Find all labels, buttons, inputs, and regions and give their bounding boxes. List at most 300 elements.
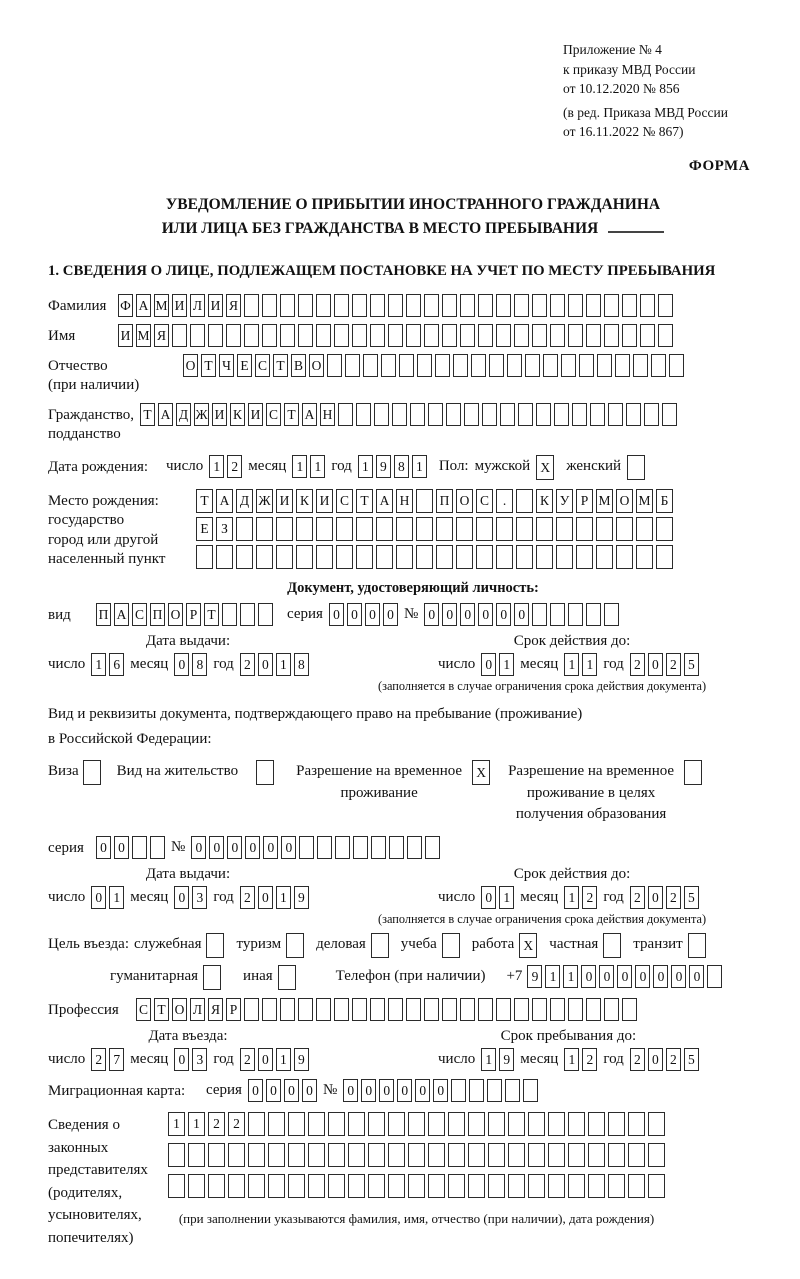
- empty-cell[interactable]: [469, 1079, 484, 1102]
- filled-cell[interactable]: 0: [258, 1048, 273, 1071]
- empty-cell[interactable]: [298, 998, 313, 1021]
- empty-cell[interactable]: [536, 403, 551, 426]
- empty-cell[interactable]: [288, 1174, 305, 1198]
- filled-cell[interactable]: И: [248, 403, 263, 426]
- filled-cell[interactable]: Я: [154, 324, 169, 347]
- empty-cell[interactable]: [236, 517, 253, 541]
- empty-cell[interactable]: [188, 1143, 205, 1167]
- empty-cell[interactable]: [258, 603, 273, 626]
- filled-cell[interactable]: О: [168, 603, 183, 626]
- filled-cell[interactable]: Я: [226, 294, 241, 317]
- filled-cell[interactable]: И: [212, 403, 227, 426]
- filled-cell[interactable]: 2: [240, 886, 255, 909]
- empty-cell[interactable]: [684, 760, 702, 785]
- empty-cell[interactable]: [550, 603, 565, 626]
- filled-cell[interactable]: X: [472, 760, 490, 785]
- empty-cell[interactable]: [408, 1174, 425, 1198]
- residence-number-input[interactable]: [191, 836, 440, 859]
- purpose-study-checkbox[interactable]: [442, 933, 460, 958]
- empty-cell[interactable]: [371, 933, 389, 958]
- empty-cell[interactable]: [408, 1143, 425, 1167]
- empty-cell[interactable]: [428, 1143, 445, 1167]
- empty-cell[interactable]: [278, 965, 296, 990]
- doc-kind-input[interactable]: [96, 603, 273, 626]
- empty-cell[interactable]: [424, 324, 439, 347]
- empty-cell[interactable]: [604, 998, 619, 1021]
- empty-cell[interactable]: [548, 1143, 565, 1167]
- empty-cell[interactable]: [334, 294, 349, 317]
- filled-cell[interactable]: .: [496, 489, 513, 513]
- empty-cell[interactable]: [268, 1174, 285, 1198]
- entry-day-input[interactable]: [91, 1048, 124, 1071]
- empty-cell[interactable]: [532, 324, 547, 347]
- empty-cell[interactable]: [188, 1174, 205, 1198]
- empty-cell[interactable]: [487, 1079, 502, 1102]
- empty-cell[interactable]: [298, 324, 313, 347]
- empty-cell[interactable]: [371, 836, 386, 859]
- empty-cell[interactable]: [516, 489, 533, 513]
- empty-cell[interactable]: [442, 324, 457, 347]
- filled-cell[interactable]: К: [296, 489, 313, 513]
- empty-cell[interactable]: [608, 1143, 625, 1167]
- empty-cell[interactable]: [381, 354, 396, 377]
- empty-cell[interactable]: [276, 545, 293, 569]
- filled-cell[interactable]: 2: [91, 1048, 106, 1071]
- representatives-line2-input[interactable]: [168, 1143, 665, 1167]
- empty-cell[interactable]: [658, 324, 673, 347]
- filled-cell[interactable]: 1: [564, 886, 579, 909]
- residence-valid-year-input[interactable]: [630, 886, 699, 909]
- filled-cell[interactable]: 8: [192, 653, 207, 676]
- filled-cell[interactable]: 0: [365, 603, 380, 626]
- empty-cell[interactable]: [508, 1112, 525, 1136]
- empty-cell[interactable]: [616, 517, 633, 541]
- empty-cell[interactable]: [478, 998, 493, 1021]
- empty-cell[interactable]: [596, 517, 613, 541]
- empty-cell[interactable]: [528, 1174, 545, 1198]
- filled-cell[interactable]: 8: [394, 455, 409, 478]
- empty-cell[interactable]: [536, 517, 553, 541]
- visa-checkbox[interactable]: [83, 760, 101, 785]
- empty-cell[interactable]: [356, 517, 373, 541]
- filled-cell[interactable]: 1: [563, 965, 578, 988]
- empty-cell[interactable]: [448, 1112, 465, 1136]
- filled-cell[interactable]: 0: [514, 603, 529, 626]
- empty-cell[interactable]: [572, 403, 587, 426]
- empty-cell[interactable]: [662, 403, 677, 426]
- sex-male-checkbox[interactable]: [536, 455, 554, 480]
- filled-cell[interactable]: 2: [666, 1048, 681, 1071]
- empty-cell[interactable]: [236, 545, 253, 569]
- identity-issue-day-input[interactable]: [91, 653, 124, 676]
- empty-cell[interactable]: [172, 324, 187, 347]
- filled-cell[interactable]: Е: [237, 354, 252, 377]
- empty-cell[interactable]: [280, 294, 295, 317]
- filled-cell[interactable]: С: [476, 489, 493, 513]
- filled-cell[interactable]: X: [519, 933, 537, 958]
- filled-cell[interactable]: Н: [320, 403, 335, 426]
- temp-residence-checkbox[interactable]: [472, 760, 490, 785]
- empty-cell[interactable]: [208, 1143, 225, 1167]
- filled-cell[interactable]: 0: [263, 836, 278, 859]
- empty-cell[interactable]: [576, 517, 593, 541]
- empty-cell[interactable]: [456, 517, 473, 541]
- birth-day-input[interactable]: [209, 455, 242, 478]
- empty-cell[interactable]: [328, 1174, 345, 1198]
- empty-cell[interactable]: [388, 294, 403, 317]
- birth-year-input[interactable]: [358, 455, 427, 478]
- empty-cell[interactable]: [596, 545, 613, 569]
- migration-series-input[interactable]: [248, 1079, 317, 1102]
- empty-cell[interactable]: [568, 1143, 585, 1167]
- filled-cell[interactable]: 0: [284, 1079, 299, 1102]
- empty-cell[interactable]: [688, 933, 706, 958]
- empty-cell[interactable]: [399, 354, 414, 377]
- empty-cell[interactable]: [532, 603, 547, 626]
- empty-cell[interactable]: [496, 294, 511, 317]
- filled-cell[interactable]: 0: [174, 653, 189, 676]
- filled-cell[interactable]: Ф: [118, 294, 133, 317]
- residence-valid-day-input[interactable]: [481, 886, 514, 909]
- empty-cell[interactable]: [196, 545, 213, 569]
- empty-cell[interactable]: [478, 294, 493, 317]
- empty-cell[interactable]: [244, 324, 259, 347]
- empty-cell[interactable]: [556, 545, 573, 569]
- filled-cell[interactable]: 0: [415, 1079, 430, 1102]
- empty-cell[interactable]: [328, 1112, 345, 1136]
- filled-cell[interactable]: 1: [564, 653, 579, 676]
- filled-cell[interactable]: 0: [114, 836, 129, 859]
- empty-cell[interactable]: [496, 545, 513, 569]
- empty-cell[interactable]: [561, 354, 576, 377]
- filled-cell[interactable]: Р: [186, 603, 201, 626]
- empty-cell[interactable]: [608, 403, 623, 426]
- filled-cell[interactable]: 0: [209, 836, 224, 859]
- filled-cell[interactable]: 2: [227, 455, 242, 478]
- filled-cell[interactable]: 0: [258, 653, 273, 676]
- phone-input[interactable]: [527, 965, 722, 988]
- empty-cell[interactable]: [435, 354, 450, 377]
- empty-cell[interactable]: [388, 1112, 405, 1136]
- empty-cell[interactable]: [348, 1112, 365, 1136]
- filled-cell[interactable]: Л: [190, 294, 205, 317]
- filled-cell[interactable]: 0: [653, 965, 668, 988]
- empty-cell[interactable]: [368, 1112, 385, 1136]
- empty-cell[interactable]: [518, 403, 533, 426]
- empty-cell[interactable]: [622, 294, 637, 317]
- empty-cell[interactable]: [316, 294, 331, 317]
- empty-cell[interactable]: [240, 603, 255, 626]
- empty-cell[interactable]: [286, 933, 304, 958]
- empty-cell[interactable]: [550, 998, 565, 1021]
- filled-cell[interactable]: 0: [648, 886, 663, 909]
- empty-cell[interactable]: [568, 324, 583, 347]
- residence-issue-year-input[interactable]: [240, 886, 309, 909]
- empty-cell[interactable]: [327, 354, 342, 377]
- empty-cell[interactable]: [651, 354, 666, 377]
- empty-cell[interactable]: [616, 545, 633, 569]
- identity-issue-year-input[interactable]: [240, 653, 309, 676]
- filled-cell[interactable]: 3: [192, 886, 207, 909]
- empty-cell[interactable]: [556, 517, 573, 541]
- filled-cell[interactable]: 0: [689, 965, 704, 988]
- migration-number-input[interactable]: [343, 1079, 538, 1102]
- filled-cell[interactable]: 9: [294, 886, 309, 909]
- filled-cell[interactable]: 0: [91, 886, 106, 909]
- surname-input[interactable]: [118, 294, 673, 317]
- empty-cell[interactable]: [548, 1112, 565, 1136]
- empty-cell[interactable]: [228, 1174, 245, 1198]
- filled-cell[interactable]: З: [216, 517, 233, 541]
- empty-cell[interactable]: [505, 1079, 520, 1102]
- birth-place-line1-input[interactable]: [196, 489, 673, 513]
- empty-cell[interactable]: [456, 545, 473, 569]
- filled-cell[interactable]: 9: [294, 1048, 309, 1071]
- name-input[interactable]: [118, 324, 673, 347]
- filled-cell[interactable]: Р: [226, 998, 241, 1021]
- filled-cell[interactable]: А: [158, 403, 173, 426]
- empty-cell[interactable]: [436, 517, 453, 541]
- empty-cell[interactable]: [658, 294, 673, 317]
- purpose-private-checkbox[interactable]: [603, 933, 621, 958]
- empty-cell[interactable]: [248, 1143, 265, 1167]
- purpose-tourism-checkbox[interactable]: [286, 933, 304, 958]
- empty-cell[interactable]: [296, 517, 313, 541]
- entry-month-input[interactable]: [174, 1048, 207, 1071]
- empty-cell[interactable]: [410, 403, 425, 426]
- filled-cell[interactable]: 1: [276, 653, 291, 676]
- empty-cell[interactable]: [476, 545, 493, 569]
- empty-cell[interactable]: [396, 545, 413, 569]
- empty-cell[interactable]: [168, 1143, 185, 1167]
- empty-cell[interactable]: [352, 294, 367, 317]
- stay-year-input[interactable]: [630, 1048, 699, 1071]
- empty-cell[interactable]: [352, 324, 367, 347]
- empty-cell[interactable]: [636, 545, 653, 569]
- empty-cell[interactable]: [648, 1174, 665, 1198]
- empty-cell[interactable]: [628, 1112, 645, 1136]
- empty-cell[interactable]: [168, 1174, 185, 1198]
- filled-cell[interactable]: С: [136, 998, 151, 1021]
- filled-cell[interactable]: 0: [481, 886, 496, 909]
- filled-cell[interactable]: А: [136, 294, 151, 317]
- empty-cell[interactable]: [568, 294, 583, 317]
- filled-cell[interactable]: 0: [302, 1079, 317, 1102]
- empty-cell[interactable]: [376, 545, 393, 569]
- filled-cell[interactable]: 1: [292, 455, 307, 478]
- empty-cell[interactable]: [656, 517, 673, 541]
- filled-cell[interactable]: 0: [329, 603, 344, 626]
- filled-cell[interactable]: Т: [273, 354, 288, 377]
- filled-cell[interactable]: 1: [168, 1112, 185, 1136]
- stay-day-input[interactable]: [481, 1048, 514, 1071]
- filled-cell[interactable]: А: [216, 489, 233, 513]
- empty-cell[interactable]: [442, 998, 457, 1021]
- empty-cell[interactable]: [550, 324, 565, 347]
- empty-cell[interactable]: [370, 324, 385, 347]
- empty-cell[interactable]: [460, 324, 475, 347]
- empty-cell[interactable]: [150, 836, 165, 859]
- filled-cell[interactable]: 9: [527, 965, 542, 988]
- empty-cell[interactable]: [488, 1112, 505, 1136]
- filled-cell[interactable]: 0: [496, 603, 511, 626]
- identity-valid-month-input[interactable]: [564, 653, 597, 676]
- empty-cell[interactable]: [316, 517, 333, 541]
- stay-month-input[interactable]: [564, 1048, 597, 1071]
- empty-cell[interactable]: [446, 403, 461, 426]
- birth-place-line2-input[interactable]: [196, 517, 673, 541]
- empty-cell[interactable]: [453, 354, 468, 377]
- empty-cell[interactable]: [508, 1143, 525, 1167]
- empty-cell[interactable]: [370, 998, 385, 1021]
- empty-cell[interactable]: [132, 836, 147, 859]
- empty-cell[interactable]: [644, 403, 659, 426]
- filled-cell[interactable]: С: [255, 354, 270, 377]
- empty-cell[interactable]: [424, 998, 439, 1021]
- empty-cell[interactable]: [586, 998, 601, 1021]
- filled-cell[interactable]: Л: [190, 998, 205, 1021]
- empty-cell[interactable]: [388, 1143, 405, 1167]
- filled-cell[interactable]: 0: [266, 1079, 281, 1102]
- purpose-official-checkbox[interactable]: [206, 933, 224, 958]
- empty-cell[interactable]: [622, 324, 637, 347]
- empty-cell[interactable]: [707, 965, 722, 988]
- empty-cell[interactable]: [208, 1174, 225, 1198]
- empty-cell[interactable]: [442, 933, 460, 958]
- identity-issue-month-input[interactable]: [174, 653, 207, 676]
- filled-cell[interactable]: X: [536, 455, 554, 480]
- filled-cell[interactable]: Е: [196, 517, 213, 541]
- filled-cell[interactable]: 9: [499, 1048, 514, 1071]
- filled-cell[interactable]: Т: [140, 403, 155, 426]
- empty-cell[interactable]: [588, 1174, 605, 1198]
- empty-cell[interactable]: [356, 403, 371, 426]
- filled-cell[interactable]: 0: [648, 653, 663, 676]
- empty-cell[interactable]: [268, 1143, 285, 1167]
- filled-cell[interactable]: 1: [91, 653, 106, 676]
- empty-cell[interactable]: [425, 836, 440, 859]
- filled-cell[interactable]: 2: [630, 886, 645, 909]
- empty-cell[interactable]: [586, 294, 601, 317]
- filled-cell[interactable]: 8: [294, 653, 309, 676]
- empty-cell[interactable]: [370, 294, 385, 317]
- filled-cell[interactable]: 9: [376, 455, 391, 478]
- filled-cell[interactable]: Ж: [256, 489, 273, 513]
- filled-cell[interactable]: С: [132, 603, 147, 626]
- empty-cell[interactable]: [448, 1174, 465, 1198]
- doc-number-input[interactable]: [424, 603, 619, 626]
- residence-series-input[interactable]: [96, 836, 165, 859]
- filled-cell[interactable]: 1: [188, 1112, 205, 1136]
- empty-cell[interactable]: [627, 455, 645, 480]
- empty-cell[interactable]: [528, 1112, 545, 1136]
- empty-cell[interactable]: [316, 324, 331, 347]
- filled-cell[interactable]: И: [316, 489, 333, 513]
- residence-permit-checkbox[interactable]: [256, 760, 274, 785]
- empty-cell[interactable]: [548, 1174, 565, 1198]
- filled-cell[interactable]: О: [456, 489, 473, 513]
- empty-cell[interactable]: [428, 1174, 445, 1198]
- empty-cell[interactable]: [576, 545, 593, 569]
- empty-cell[interactable]: [640, 324, 655, 347]
- empty-cell[interactable]: [516, 545, 533, 569]
- identity-valid-year-input[interactable]: [630, 653, 699, 676]
- empty-cell[interactable]: [604, 294, 619, 317]
- empty-cell[interactable]: [352, 998, 367, 1021]
- empty-cell[interactable]: [226, 324, 241, 347]
- filled-cell[interactable]: 0: [478, 603, 493, 626]
- empty-cell[interactable]: [389, 836, 404, 859]
- filled-cell[interactable]: 1: [412, 455, 427, 478]
- filled-cell[interactable]: Т: [201, 354, 216, 377]
- empty-cell[interactable]: [554, 403, 569, 426]
- filled-cell[interactable]: О: [172, 998, 187, 1021]
- empty-cell[interactable]: [256, 760, 274, 785]
- filled-cell[interactable]: 5: [684, 653, 699, 676]
- empty-cell[interactable]: [428, 403, 443, 426]
- empty-cell[interactable]: [216, 545, 233, 569]
- filled-cell[interactable]: 0: [671, 965, 686, 988]
- empty-cell[interactable]: [338, 403, 353, 426]
- empty-cell[interactable]: [388, 998, 403, 1021]
- filled-cell[interactable]: 0: [648, 1048, 663, 1071]
- filled-cell[interactable]: 1: [310, 455, 325, 478]
- empty-cell[interactable]: [396, 517, 413, 541]
- empty-cell[interactable]: [532, 294, 547, 317]
- residence-issue-day-input[interactable]: [91, 886, 124, 909]
- empty-cell[interactable]: [328, 1143, 345, 1167]
- empty-cell[interactable]: [374, 403, 389, 426]
- empty-cell[interactable]: [408, 1112, 425, 1136]
- filled-cell[interactable]: 2: [240, 653, 255, 676]
- filled-cell[interactable]: С: [336, 489, 353, 513]
- filled-cell[interactable]: 1: [276, 1048, 291, 1071]
- empty-cell[interactable]: [268, 1112, 285, 1136]
- filled-cell[interactable]: 5: [684, 886, 699, 909]
- empty-cell[interactable]: [488, 1174, 505, 1198]
- empty-cell[interactable]: [190, 324, 205, 347]
- filled-cell[interactable]: М: [136, 324, 151, 347]
- empty-cell[interactable]: [376, 517, 393, 541]
- empty-cell[interactable]: [348, 1174, 365, 1198]
- empty-cell[interactable]: [508, 1174, 525, 1198]
- empty-cell[interactable]: [334, 998, 349, 1021]
- filled-cell[interactable]: 0: [174, 886, 189, 909]
- filled-cell[interactable]: 0: [96, 836, 111, 859]
- birth-place-line3-input[interactable]: [196, 545, 673, 569]
- filled-cell[interactable]: 2: [208, 1112, 225, 1136]
- purpose-work-checkbox[interactable]: [519, 933, 537, 958]
- purpose-humanitarian-checkbox[interactable]: [203, 965, 221, 990]
- entry-year-input[interactable]: [240, 1048, 309, 1071]
- empty-cell[interactable]: [460, 998, 475, 1021]
- empty-cell[interactable]: [476, 517, 493, 541]
- filled-cell[interactable]: 0: [424, 603, 439, 626]
- empty-cell[interactable]: [482, 403, 497, 426]
- filled-cell[interactable]: П: [96, 603, 111, 626]
- empty-cell[interactable]: [451, 1079, 466, 1102]
- empty-cell[interactable]: [628, 1143, 645, 1167]
- empty-cell[interactable]: [406, 998, 421, 1021]
- empty-cell[interactable]: [368, 1174, 385, 1198]
- empty-cell[interactable]: [348, 1143, 365, 1167]
- filled-cell[interactable]: 1: [209, 455, 224, 478]
- empty-cell[interactable]: [633, 354, 648, 377]
- empty-cell[interactable]: [615, 354, 630, 377]
- filled-cell[interactable]: М: [154, 294, 169, 317]
- empty-cell[interactable]: [83, 760, 101, 785]
- empty-cell[interactable]: [280, 998, 295, 1021]
